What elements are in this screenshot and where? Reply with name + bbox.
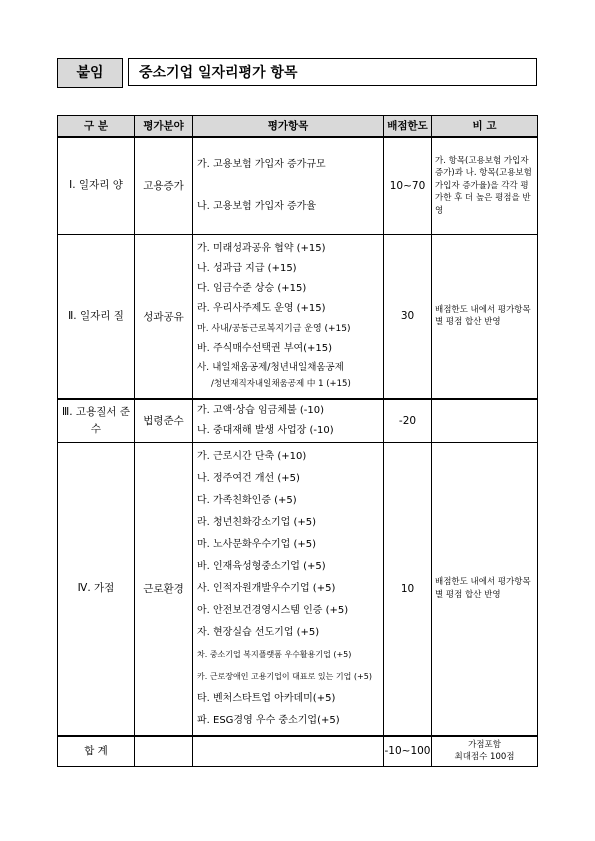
list-item: 나. 고용보험 가입자 증가율	[197, 200, 316, 212]
list-item: /청년재직자내일채움공제 中 1 (+15)	[211, 379, 351, 390]
list-item: 차. 중소기업 복지플랫폼 우수활용기업 (+5)	[197, 649, 352, 659]
row-field: 법령준수	[135, 399, 193, 443]
row-items	[193, 399, 384, 443]
row-category: Ⅲ. 고용질서 준수	[58, 399, 135, 443]
document-header	[57, 58, 539, 88]
row-items	[193, 137, 384, 235]
row-note: 가. 항목(고용보험 가입자 증가)과 나. 항목(고용보험 가입자 증가율)을 각각 평가한 후 더 높은 평점을 반영	[432, 137, 538, 235]
row-note: 배점한도 내에서 평가항목별 평점 합산 반영	[432, 235, 538, 399]
row-field: 고용증가	[135, 137, 193, 235]
total-label: 합 계	[58, 736, 135, 767]
list-item: 마. 노사문화우수기업 (+5)	[197, 538, 317, 550]
column-header-score: 배점한도	[384, 116, 432, 137]
total-score: -10~100	[384, 736, 432, 767]
total-row	[58, 736, 538, 767]
column-header-category: 구 분	[58, 116, 135, 137]
total-items-empty	[193, 736, 384, 767]
list-item: 나. 성과급 지급 (+15)	[197, 263, 297, 275]
table-row	[58, 235, 538, 399]
list-item: 가. 고액·상습 임금체불 (-10)	[197, 404, 324, 416]
list-item: 가. 근로시간 단축 (+10)	[197, 450, 307, 462]
total-field-empty	[135, 736, 193, 767]
list-item: 사. 인적자원개발우수기업 (+5)	[197, 582, 336, 594]
list-item: 라. 청년친화강소기업 (+5)	[197, 516, 317, 528]
list-item: 카. 근로장애인 고용기업이 대표로 있는 기업 (+5)	[197, 671, 372, 681]
document-title: 중소기업 일자리평가 항목	[128, 58, 537, 86]
total-note-line: 최대점수 100점	[454, 752, 515, 763]
attachment-badge: 붙임	[57, 58, 123, 88]
list-item: 나. 정주여건 개선 (+5)	[197, 472, 300, 484]
column-header-items: 평가항목	[193, 116, 384, 137]
table-header-row	[58, 116, 538, 137]
total-note-line: 가점포함	[468, 739, 501, 750]
list-item: 바. 인재육성형중소기업 (+5)	[197, 560, 326, 572]
row-field: 성과공유	[135, 235, 193, 399]
row-category: Ⅳ. 가점	[58, 443, 135, 736]
column-header-field: 평가분야	[135, 116, 193, 137]
row-score: -20	[384, 399, 432, 443]
row-category: Ⅰ. 일자리 양	[58, 137, 135, 235]
row-note	[432, 399, 538, 443]
table-row	[58, 443, 538, 736]
row-items	[193, 443, 384, 736]
column-header-note: 비 고	[432, 116, 538, 137]
list-item: 바. 주식매수선택권 부여(+15)	[197, 343, 333, 355]
row-score: 10	[384, 443, 432, 736]
table-row	[58, 137, 538, 235]
table-row	[58, 399, 538, 443]
row-field: 근로환경	[135, 443, 193, 736]
total-note	[432, 736, 538, 767]
list-item: 아. 안전보건경영시스템 인증 (+5)	[197, 604, 349, 616]
list-item: 파. ESG경영 우수 중소기업(+5)	[197, 714, 340, 726]
row-note: 배점한도 내에서 평가항목별 평점 합산 반영	[432, 443, 538, 736]
row-items	[193, 235, 384, 399]
row-score: 30	[384, 235, 432, 399]
list-item: 사. 내일채움공제/청년내일채움공제	[197, 362, 344, 374]
list-item: 가. 미래성과공유 협약 (+15)	[197, 243, 326, 255]
list-item: 다. 가족친화인증 (+5)	[197, 494, 297, 506]
row-category: Ⅱ. 일자리 질	[58, 235, 135, 399]
list-item: 자. 현장실습 선도기업 (+5)	[197, 626, 320, 638]
list-item: 타. 벤처스타트업 아카데미(+5)	[197, 692, 336, 704]
list-item: 나. 중대재해 발생 사업장 (-10)	[197, 424, 334, 436]
row-score: 10~70	[384, 137, 432, 235]
list-item: 마. 사내/공동근로복지기금 운영 (+15)	[197, 324, 351, 335]
list-item: 가. 고용보험 가입자 증가규모	[197, 158, 326, 170]
list-item: 라. 우리사주제도 운영 (+15)	[197, 303, 326, 315]
evaluation-table	[57, 115, 538, 767]
list-item: 다. 임금수준 상승 (+15)	[197, 283, 307, 295]
